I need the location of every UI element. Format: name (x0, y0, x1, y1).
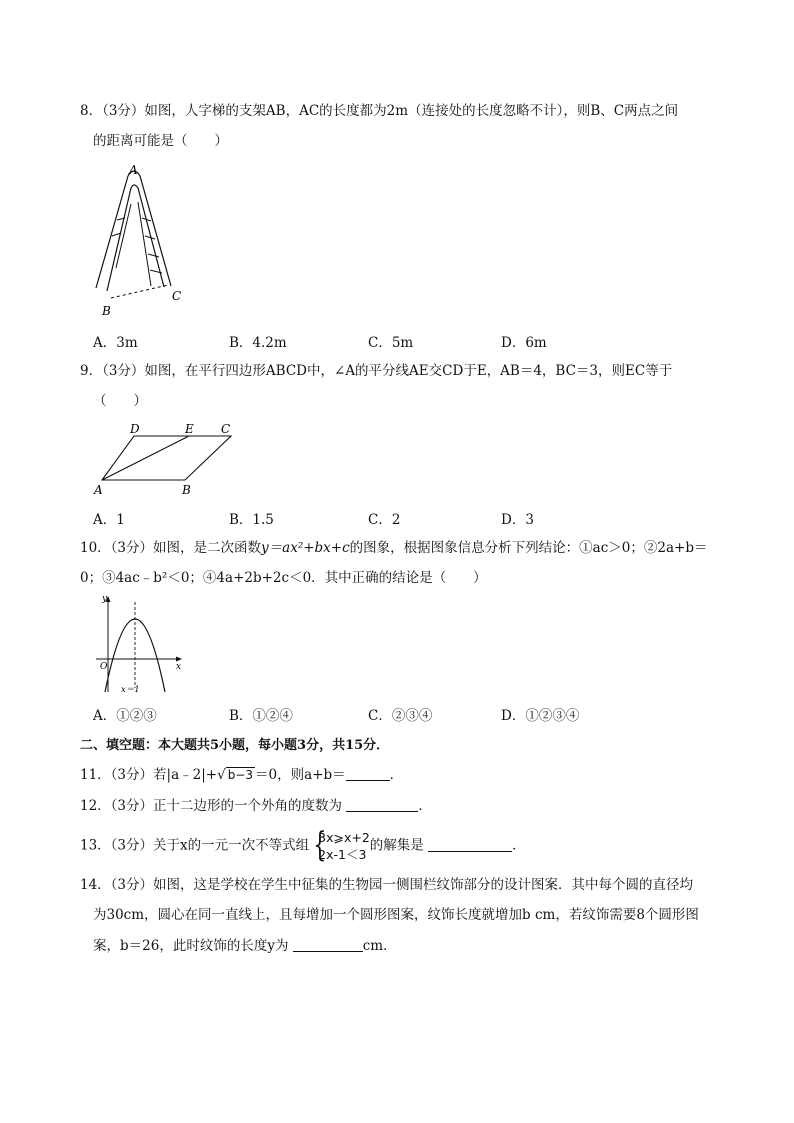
q11-stem (80, 765, 403, 785)
q9-label-e: E (185, 422, 194, 436)
q10-option-d[interactable]: D．①②③④ (501, 708, 580, 724)
q11-part-b: ＝0，则a+b＝ (255, 767, 346, 783)
q10-option-a[interactable]: A．①②③ (93, 708, 157, 724)
q8-option-d[interactable]: D．6m (501, 335, 547, 351)
q10-label-origin: O (100, 662, 108, 672)
q12-end: ． (418, 798, 432, 814)
q8-option-b[interactable]: B．4.2m (229, 335, 287, 351)
q8-option-a[interactable]: A．3m (93, 335, 138, 351)
q8-label-a: A (129, 163, 138, 177)
q13-end: ． (512, 837, 526, 854)
q11-answer-blank[interactable] (346, 766, 390, 781)
q9-stem-line1: 9．（3分）如图，在平行四边形ABCD中，∠A的平分线AE交CD于E，AB＝4，BC＝3，则EC等于 (80, 363, 673, 379)
q9-option-c[interactable]: C．2 (368, 512, 401, 528)
q12-stem (80, 796, 432, 816)
q10-stem-part-b: 的图象，根据图象信息分析下列结论：①ac＞0；②2a+b＝ (349, 540, 708, 556)
q10-stem-line2: 0；③4ac﹣b²＜0；④4a+2b+2c＜0．其中正确的结论是（ ） (80, 570, 487, 586)
q9-label-c: C (221, 422, 231, 436)
q9-option-d[interactable]: D．3 (501, 512, 534, 528)
q14-stem-line1: 14．（3分）如图，这是学校在学生中征集的生物园一侧围栏纹饰部分的设计图案．其中每个圆的直径均 (80, 877, 694, 893)
q13-part-b: 的解集是 (369, 837, 424, 854)
q11-end: ． (389, 767, 404, 783)
q9-option-a[interactable]: A．1 (93, 512, 125, 528)
q9-option-b[interactable]: B．1.5 (229, 512, 274, 528)
sqrt-icon: √ (217, 767, 226, 783)
q13-stem (80, 825, 526, 865)
q14-answer-blank[interactable] (293, 937, 363, 952)
q10-stem-part-a: 10．（3分）如图，是二次函数 (80, 540, 262, 556)
q13-inequality-system (309, 825, 370, 865)
q10-label-x: x (176, 662, 182, 672)
q14-end: cm． (362, 938, 397, 954)
q9-parallelogram-figure (88, 418, 248, 500)
q13-inequality-1: 3x⩾x+2 (318, 830, 370, 845)
q8-label-b: B (102, 304, 111, 318)
section-fill-in-heading: 二、填空题：本大题共5小题，每小题3分，共15分． (80, 738, 390, 753)
q14-stem-line3 (93, 936, 397, 956)
q8-ladder-figure (88, 158, 198, 320)
q10-label-axis: x＝1 (121, 685, 140, 695)
q14-part-a: 案，b＝26，此时纹饰的长度y为 (93, 938, 289, 954)
q10-function: y＝ax²+bx+c (261, 540, 350, 556)
q10-label-y: y (102, 594, 108, 604)
q8-stem-line2: 的距离可能是（ ） (93, 133, 228, 149)
brace-icon: { (313, 825, 327, 865)
q12-part-a: 12．（3分）正十二边形的一个外角的度数为 (80, 798, 343, 814)
q9-label-d: D (130, 422, 140, 436)
q10-stem-line1 (80, 538, 707, 558)
q11-radicand: b−3 (227, 768, 253, 782)
q12-answer-blank[interactable] (346, 797, 418, 812)
q8-option-c[interactable]: C．5m (368, 335, 414, 351)
q10-parabola-figure (88, 592, 188, 700)
q11-part-a: 11．（3分）若|a﹣2|+ (80, 767, 218, 783)
q10-option-b[interactable]: B．①②④ (229, 708, 293, 724)
q14-stem-line2: 为30cm，圆心在同一直线上，且每增加一个圆形图案，纹饰长度就增加b cm，若纹饰需要8个圆形图 (93, 907, 699, 923)
q8-stem-line1: 8．（3分）如图，人字梯的支架AB，AC的长度都为2m（连接处的长度忽略不计），则B、C两点之间 (80, 103, 679, 119)
q13-inequality-2: 2x-1＜3 (318, 847, 367, 862)
q9-label-b: B (182, 483, 191, 497)
q8-label-c: C (172, 289, 182, 303)
q13-part-a: 13．（3分）关于x的一元一次不等式组 (80, 837, 310, 854)
q13-answer-blank[interactable] (428, 837, 512, 852)
q9-stem-line2: （ ） (93, 393, 147, 409)
q9-label-a: A (94, 483, 103, 497)
q10-option-c[interactable]: C．②③④ (368, 708, 433, 724)
